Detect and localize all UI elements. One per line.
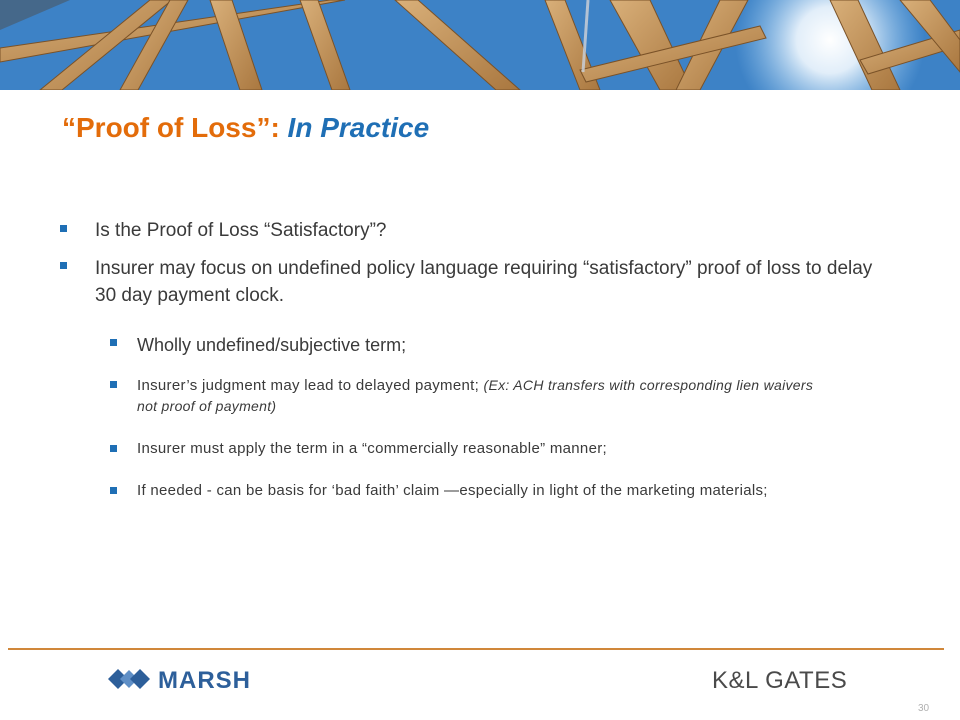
roof-truss-illustration [0, 0, 960, 90]
bullet-marker-icon [60, 225, 67, 232]
sub-bullet-item: Wholly undefined/subjective term; [137, 335, 407, 355]
header-photo-banner [0, 0, 960, 90]
marsh-logo-text: MARSH [158, 667, 251, 694]
marsh-logo-icon [108, 666, 150, 692]
slide-title [62, 112, 429, 144]
sub-bullet-text: Insurer’s judgment may lead to delayed payment; [137, 377, 484, 394]
sub-bullet-item: If needed - can be basis for ‘bad faith’ claim —especially in light of the marketing materials; [137, 482, 768, 499]
bullet-marker-icon [60, 262, 67, 269]
sub-bullet-note: (Ex: ACH transfers with corresponding lien waivers not proof of payment) [137, 377, 814, 414]
title-emphasis: In Practice [287, 112, 430, 143]
page-number: 30 [918, 703, 930, 714]
sub-bullet-item [137, 375, 837, 417]
footer-divider [8, 648, 944, 650]
sub-bullet-marker-icon [110, 487, 117, 494]
sub-bullet-marker-icon [110, 445, 117, 452]
sub-bullet-marker-icon [110, 339, 117, 346]
title-main: “Proof of Loss”: [62, 112, 288, 143]
bullet-item: Is the Proof of Loss “Satisfactory”? [95, 220, 387, 241]
bullet-item: Insurer may focus on undefined policy language requiring “satisfactory” proof of loss to delay 30 day payment clock. [95, 258, 873, 306]
kl-gates-logo: K&L GATES [712, 667, 848, 694]
sub-bullet-item: Insurer must apply the term in a “commercially reasonable” manner; [137, 440, 607, 457]
sub-bullet-marker-icon [110, 381, 117, 388]
